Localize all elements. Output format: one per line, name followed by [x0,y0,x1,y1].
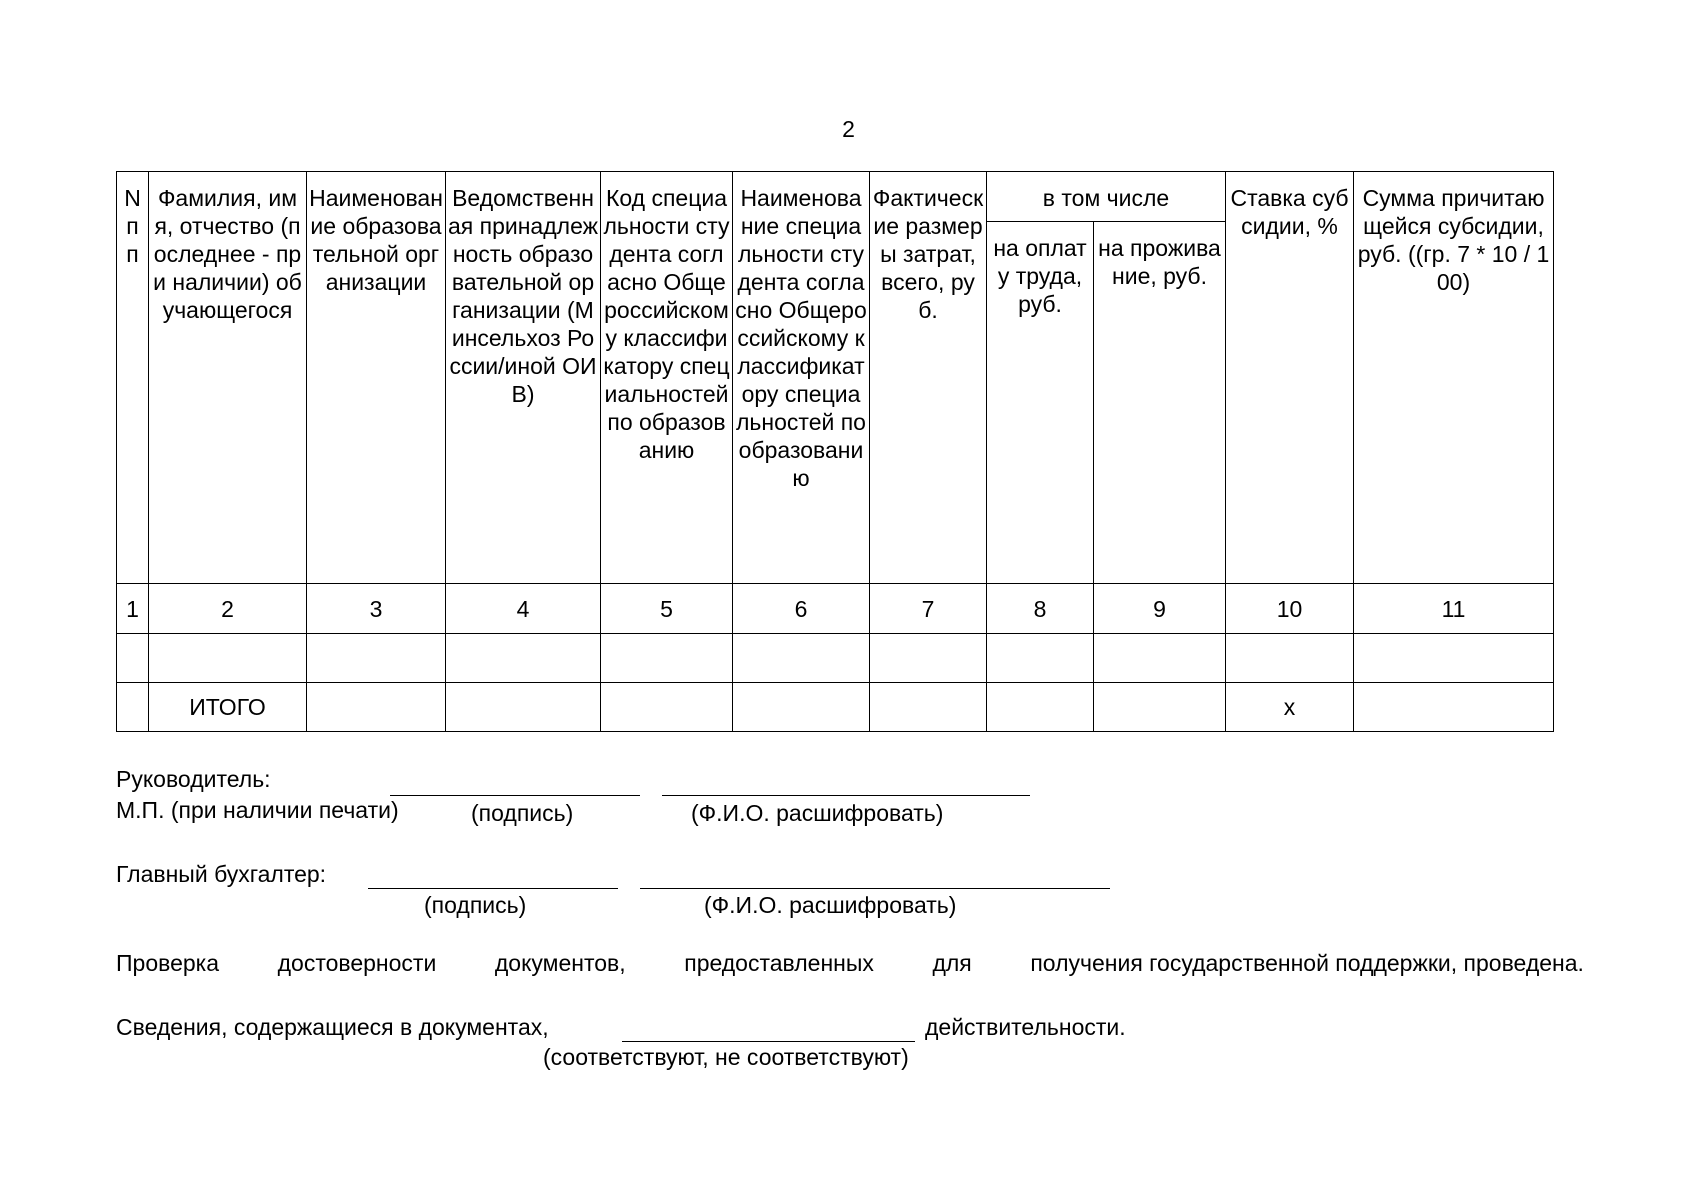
verification-word: достоверности [277,950,437,976]
table-cell[interactable] [1354,683,1554,732]
total-rate-mark: х [1226,683,1354,732]
header-org-name: Наименование образовательной организации [307,172,446,584]
stamp-label: М.П. (при наличии печати) [116,797,399,823]
table-cell [117,683,149,732]
table-cell[interactable] [601,634,733,683]
table-cell[interactable] [733,634,870,683]
header-housing: на проживание, руб. [1094,222,1226,584]
verification-word: для [932,950,972,976]
column-number: 4 [446,584,601,634]
header-rate: Ставка субсидии, % [1226,172,1354,584]
accountant-name-line[interactable] [640,888,1110,889]
column-number: 10 [1226,584,1354,634]
head-signature-line[interactable] [390,795,640,796]
info-suffix: действительности. [925,1014,1126,1040]
head-name-line[interactable] [662,795,1030,796]
table-row [117,634,1554,683]
table-cell[interactable] [149,634,307,683]
column-number: 11 [1354,584,1554,634]
head-label: Руководитель: [116,766,271,792]
verification-word: получения государственной поддержки, проведена. [1030,950,1584,976]
accountant-signature-caption: (подпись) [424,892,527,918]
table-cell[interactable] [870,683,987,732]
header-spec-code: Код специальности студента согласно Общероссийскому классификатору специальностей по образованию [601,172,733,584]
table-cell[interactable] [446,683,601,732]
column-number: 1 [117,584,149,634]
header-actual-costs: Фактические размеры затрат, всего, руб. [870,172,987,584]
verification-word: документов, [494,950,626,976]
table-cell[interactable] [1226,634,1354,683]
verification-word: предоставленных [684,950,874,976]
table-cell[interactable] [733,683,870,732]
column-number: 7 [870,584,987,634]
column-number-row [117,584,1554,634]
info-status-line[interactable] [622,1041,915,1042]
table-cell[interactable] [987,634,1094,683]
header-labor: на оплату труда, руб. [987,222,1094,584]
accountant-label: Главный бухгалтер: [116,861,327,887]
header-spec-name: Наименование специальности студента согласно Общероссийскому классификатору специальностей по образованию [733,172,870,584]
header-including: в том числе [987,172,1226,222]
verification-statement [116,950,1584,977]
header-fio: Фамилия, имя, отчество (последнее - при наличии) обучающегося [149,172,307,584]
table-cell[interactable] [307,634,446,683]
info-prefix: Сведения, содержащиеся в документах, [116,1014,549,1040]
header-npp: N п п [117,172,149,584]
table-cell[interactable] [307,683,446,732]
total-row [117,683,1554,732]
column-number: 2 [149,584,307,634]
verification-word: Проверка [116,950,220,976]
column-number: 8 [987,584,1094,634]
column-number: 3 [307,584,446,634]
total-label: ИТОГО [149,683,307,732]
table-cell[interactable] [1094,634,1226,683]
column-number: 6 [733,584,870,634]
page-number: 2 [842,116,855,142]
table-cell[interactable] [1094,683,1226,732]
subsidy-table [116,171,1554,732]
table-cell[interactable] [601,683,733,732]
table-cell[interactable] [870,634,987,683]
table-cell[interactable] [117,634,149,683]
table-cell[interactable] [987,683,1094,732]
table-cell[interactable] [446,634,601,683]
header-amount: Сумма причитающейся субсидии, руб. ((гр. 7 * 10 / 100) [1354,172,1554,584]
accountant-signature-line[interactable] [368,888,618,889]
column-number: 9 [1094,584,1226,634]
info-caption: (соответствуют, не соответствуют) [543,1044,909,1070]
header-department: Ведомственная принадлежность образовательной организации (Минсельхоз России/иной ОИВ) [446,172,601,584]
head-name-caption: (Ф.И.О. расшифровать) [691,800,944,826]
accountant-name-caption: (Ф.И.О. расшифровать) [704,892,957,918]
head-signature-caption: (подпись) [471,800,574,826]
table-cell[interactable] [1354,634,1554,683]
column-number: 5 [601,584,733,634]
